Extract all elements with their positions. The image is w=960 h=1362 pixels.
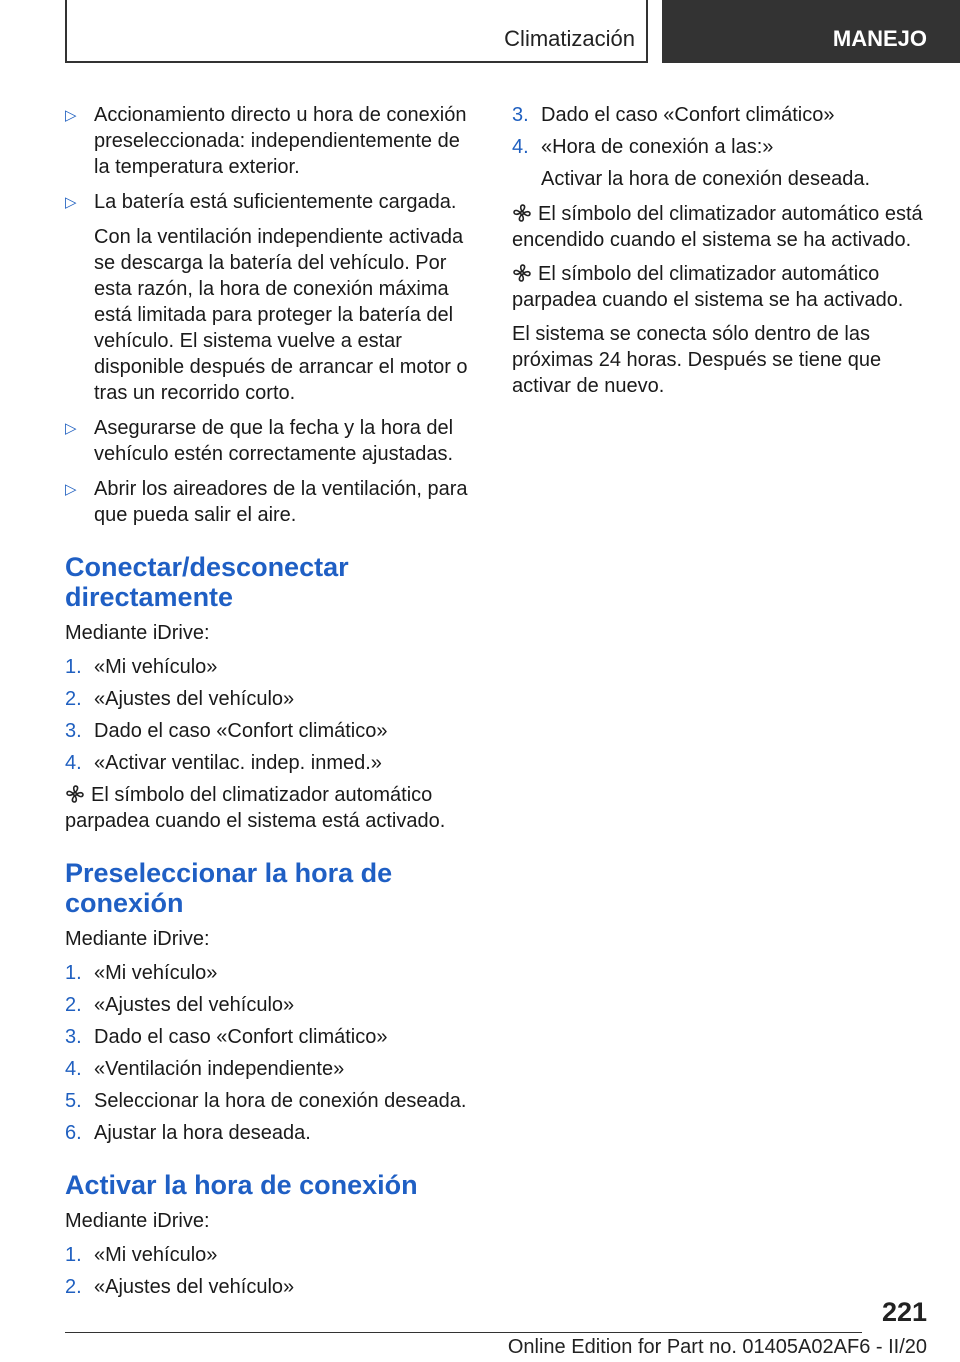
- list-item: 3. Dado el caso «Confort climático»: [512, 104, 835, 126]
- fan-icon: [65, 784, 85, 804]
- edition-text: Online Edition for Part no. 01405A02AF6 - II/20: [507, 1336, 927, 1358]
- list-item: 1. «Mi vehículo»: [65, 656, 218, 678]
- section-heading: Conectar/desconectar directamente: [65, 552, 349, 612]
- triangle-right-icon: ▷: [65, 107, 77, 124]
- step-note: Activar la hora de conexión deseada.: [541, 168, 871, 190]
- triangle-right-icon: ▷: [65, 481, 77, 498]
- list-item: ▷ Asegurarse de que la fecha y la hora del vehículo estén correctamente ajustadas.: [65, 417, 454, 465]
- list-item: 3. Dado el caso «Confort climático»: [65, 1026, 388, 1048]
- list-item: 1. «Mi vehículo»: [65, 1244, 218, 1266]
- chapter-tab: MANEJO: [662, 0, 960, 63]
- icon-note: El símbolo del climatizador automático parpadea cuando el sistema se ha activado.: [512, 263, 904, 311]
- list-item: 4. «Ventilación independiente»: [65, 1058, 345, 1080]
- body-paragraph: El sistema se conecta sólo dentro de las próximas 24 horas. Después se tiene que activar de nuevo.: [512, 323, 882, 397]
- fan-icon: [512, 203, 532, 223]
- list-item: ▷ Abrir los aireadores de la ventilación, para que pueda salir el aire.: [65, 478, 468, 526]
- list-item: ▷ Accionamiento directo u hora de conexión preseleccionada: independientemente de la temperatura exterior.: [65, 104, 467, 178]
- intro-text: Mediante iDrive:: [65, 622, 210, 644]
- battery-note: Con la ventilación independiente activada se descarga la batería del vehículo. Por esta razón, la hora de conexión máxima está limitada para proteger la batería del vehículo. El sistema vuelve a estar disponible después de arrancar el motor o tras un recorrido corto.: [94, 226, 468, 404]
- intro-text: Mediante iDrive:: [65, 928, 210, 950]
- triangle-right-icon: ▷: [65, 194, 77, 211]
- intro-text: Mediante iDrive:: [65, 1210, 210, 1232]
- left-column: [65, 102, 480, 1306]
- fan-icon: [512, 263, 532, 283]
- right-column: [512, 102, 927, 407]
- list-item: 2. «Ajustes del vehículo»: [65, 994, 295, 1016]
- section-heading: Preseleccionar la hora de conexión: [65, 858, 393, 918]
- list-item: 4. «Hora de conexión a las:»: [512, 136, 774, 158]
- icon-note: El símbolo del climatizador automático está encendido cuando el sistema se ha activado.: [512, 203, 923, 251]
- list-item: 3. Dado el caso «Confort climático»: [65, 720, 388, 742]
- section-heading: Activar la hora de conexión: [65, 1170, 418, 1200]
- list-item: 2. «Ajustes del vehículo»: [65, 1276, 295, 1298]
- list-item: 2. «Ajustes del vehículo»: [65, 688, 295, 710]
- icon-note: El símbolo del climatizador automático parpadea cuando el sistema está activado.: [65, 784, 446, 832]
- list-item: ▷ La batería está suficientemente cargada.: [65, 189, 480, 215]
- footer-divider: [65, 1332, 862, 1333]
- list-item: 1. «Mi vehículo»: [65, 962, 218, 984]
- triangle-right-icon: ▷: [65, 420, 77, 437]
- list-item: 4. «Activar ventilac. indep. inmed.»: [65, 752, 382, 774]
- list-item: 5. Seleccionar la hora de conexión deseada.: [65, 1090, 467, 1112]
- list-item: 6. Ajustar la hora deseada.: [65, 1122, 311, 1144]
- page-number: 221: [881, 1297, 927, 1327]
- section-title: Climatización: [504, 26, 635, 51]
